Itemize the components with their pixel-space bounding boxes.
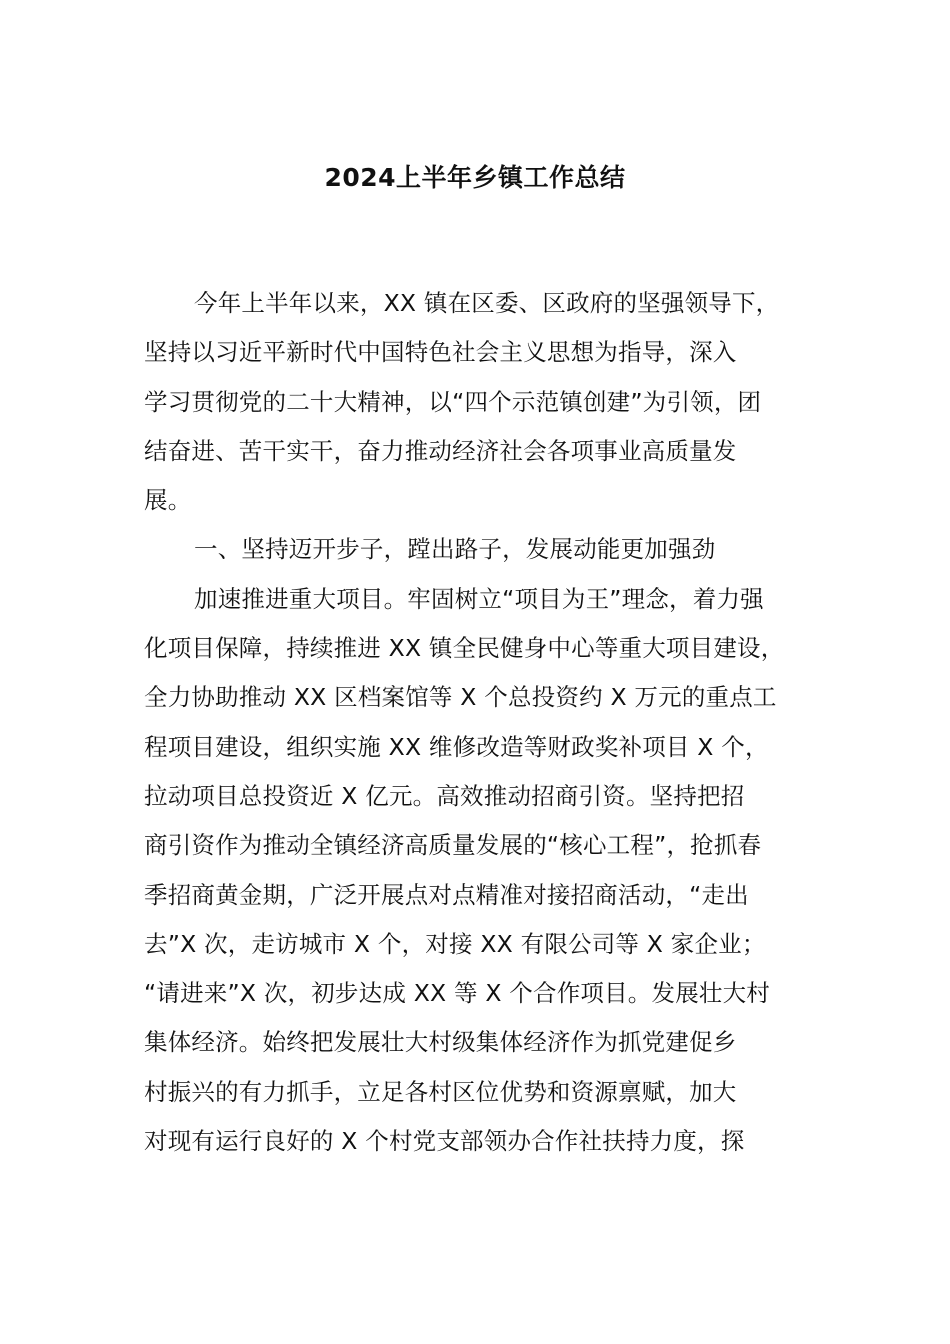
paragraph-line: 今年上半年以来，XX 镇在区委、区政府的坚强领导下，	[194, 289, 780, 317]
document-title: 2024上半年乡镇工作总结	[324, 163, 626, 192]
paragraph-line: 村振兴的有力抓手，立足各村区位优势和资源禀赋，加大	[144, 1077, 737, 1106]
paragraph-line: 坚持以习近平新时代中国特色社会主义思想为指导，深入	[144, 338, 737, 367]
paragraph-line: 加速推进重大项目。牢固树立“项目为王”理念，着力强	[194, 584, 764, 613]
paragraph-line: 对现有运行良好的 X 个村党支部领办合作社扶持力度，探	[144, 1127, 745, 1156]
paragraph-line: 结奋进、苦干实干，奋力推动经济社会各项事业高质量发	[144, 436, 737, 465]
paragraph-line: 程项目建设，组织实施 XX 维修改造等财政奖补项目 X 个，	[144, 732, 769, 761]
paragraph-line: 去”X 次，走访城市 X 个，对接 XX 有限公司等 X 家企业；	[144, 929, 766, 958]
document-body	[144, 279, 834, 1166]
paragraph-line: 季招商黄金期，广泛开展点对点精准对接招商活动，“走出	[144, 880, 749, 909]
section-heading: 一、坚持迈开步子，蹚出路子，发展动能更加强劲	[194, 535, 716, 564]
paragraph-line: 集体经济。始终把发展壮大村级集体经济作为抓党建促乡	[144, 1028, 737, 1057]
paragraph-line: 学习贯彻党的二十大精神，以“四个示范镇创建”为引领，团	[144, 387, 762, 416]
paragraph-line: 展。	[144, 486, 192, 515]
paragraph-line: 拉动项目总投资近 X 亿元。高效推动招商引资。坚持把招	[144, 781, 745, 810]
paragraph-line: “请进来”X 次，初步达成 XX 等 X 个合作项目。发展壮大村	[144, 979, 770, 1008]
paragraph-line: 化项目保障，持续推进 XX 镇全民健身中心等重大项目建设，	[144, 634, 785, 663]
paragraph-line: 全力协助推动 XX 区档案馆等 X 个总投资约 X 万元的重点工	[144, 683, 777, 712]
paragraph-line: 商引资作为推动全镇经济高质量发展的“核心工程”，抢抓春	[144, 831, 762, 860]
